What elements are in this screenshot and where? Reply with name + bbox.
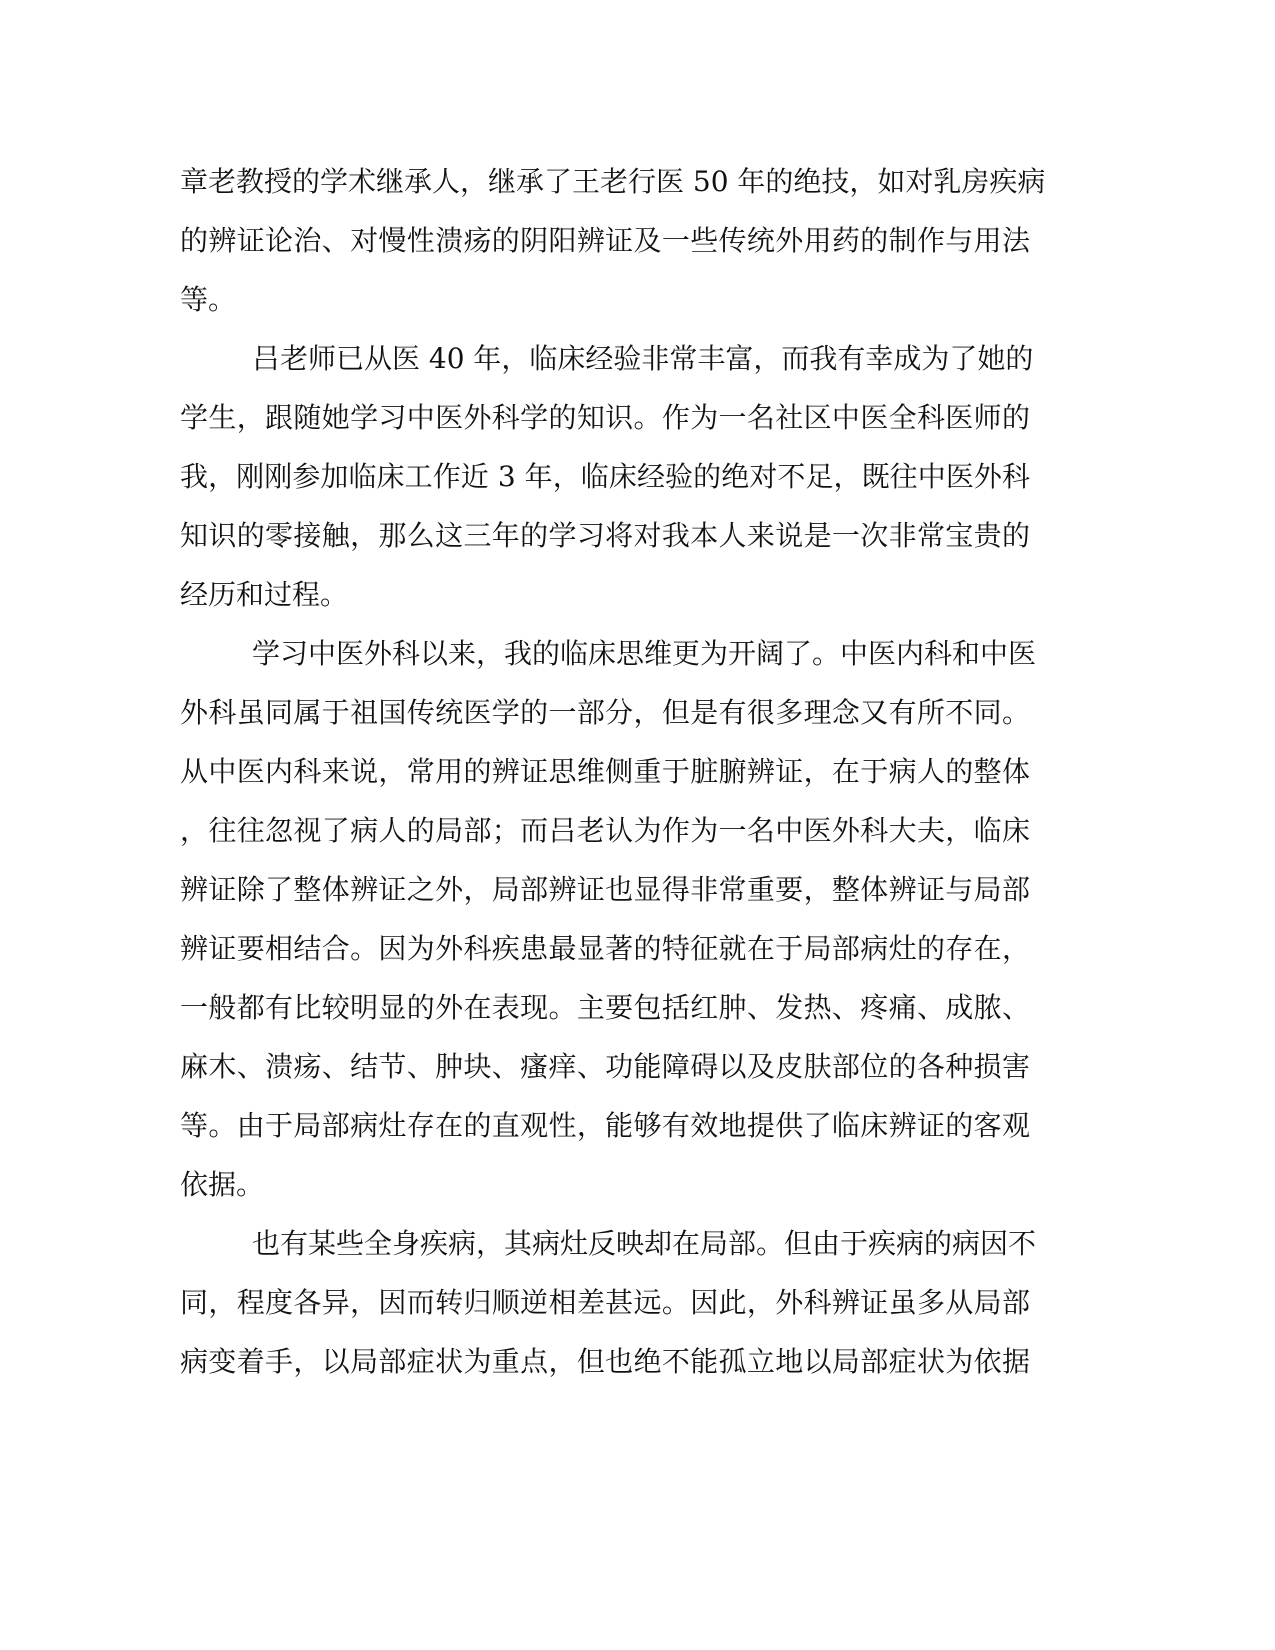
text-line: 学生，跟随她学习中医外科学的知识。作为一名社区中医全科医师的: [180, 401, 1030, 434]
text-line: 等。: [180, 283, 237, 316]
text-line: 一般都有比较明显的外在表现。主要包括红肿、发热、疼痛、成脓、: [180, 991, 1030, 1024]
text-line: 从中医内科来说，常用的辨证思维侧重于脏腑辨证，在于病人的整体: [180, 755, 1030, 788]
text-line: 经历和过程。: [180, 578, 349, 611]
text-line: 病变着手，以局部症状为重点，但也绝不能孤立地以局部症状为依据: [180, 1345, 1030, 1378]
text-line: 的辨证论治、对慢性溃疡的阴阳辨证及一些传统外用药的制作与用法: [180, 224, 1030, 257]
text-line: 麻木、溃疡、结节、肿块、瘙痒、功能障碍以及皮肤部位的各种损害: [180, 1050, 1030, 1083]
text-line: 学习中医外科以来，我的临床思维更为开阔了。中医内科和中医: [252, 637, 1037, 670]
text-line: 我，刚刚参加临床工作近 3 年，临床经验的绝对不足，既往中医外科: [180, 460, 1030, 493]
text-line: 辨证要相结合。因为外科疾患最显著的特征就在于局部病灶的存在，: [180, 932, 1030, 965]
text-line: ，往往忽视了病人的局部；而吕老认为作为一名中医外科大夫，临床: [180, 814, 1030, 847]
text-line: 章老教授的学术继承人，继承了王老行医 50 年的绝技，如对乳房疾病: [180, 165, 1046, 198]
text-line: 同，程度各异，因而转归顺逆相差甚远。因此，外科辨证虽多从局部: [180, 1286, 1030, 1319]
text-line: 知识的零接触，那么这三年的学习将对我本人来说是一次非常宝贵的: [180, 519, 1030, 552]
text-line: 外科虽同属于祖国传统医学的一部分，但是有很多理念又有所不同。: [180, 696, 1030, 729]
text-line: 依据。: [180, 1168, 265, 1201]
text-line: 辨证除了整体辨证之外，局部辨证也显得非常重要，整体辨证与局部: [180, 873, 1030, 906]
text-line: 也有某些全身疾病，其病灶反映却在局部。但由于疾病的病因不: [252, 1227, 1037, 1260]
text-line: 吕老师已从医 40 年，临床经验非常丰富，而我有幸成为了她的: [252, 342, 1034, 375]
text-line: 等。由于局部病灶存在的直观性，能够有效地提供了临床辨证的客观: [180, 1109, 1030, 1142]
